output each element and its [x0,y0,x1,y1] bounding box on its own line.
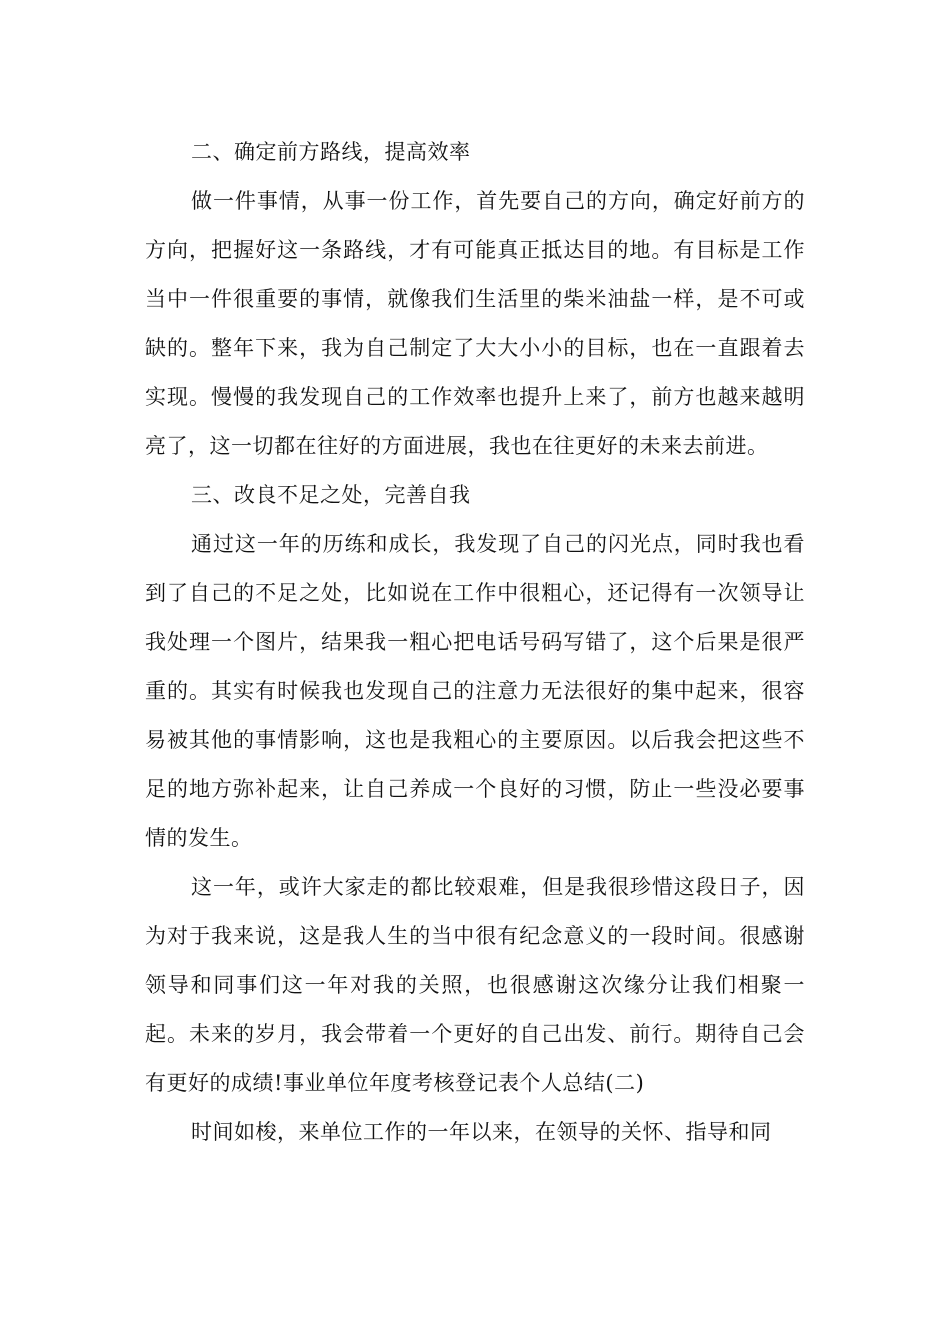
paragraph-improve: 通过这一年的历练和成长，我发现了自己的闪光点，同时我也看到了自己的不足之处，比如说在工作中很粗心，还记得有一次领导让我处理一个图片，结果我一粗心把电话号码写错了，这个后果是很严重的。其实有时候我也发现自己的注意力无法很好的集中起来，很容易被其他的事情影响，这也是我粗心的主要原因。以后我会把这些不足的地方弥补起来，让自己养成一个良好的习惯，防止一些没必要事情的发生。 [145,532,805,850]
paragraph-route: 做一件事情，从事一份工作，首先要自己的方向，确定好前方的方向，把握好这一条路线，才有可能真正抵达目的地。有目标是工作当中一件很重要的事情，就像我们生活里的柴米油盐一样，是不可或缺的。整年下来，我为自己制定了大大小小的目标，也在一直跟着去实现。慢慢的我发现自己的工作效率也提升上来了，前方也越来越明亮了，这一切都在往好的方面进展，我也在往更好的未来去前进。 [145,189,805,458]
section-heading-improve: 三、改良不足之处，完善自我 [191,483,471,507]
document-page [145,128,805,1157]
section-heading-route: 二、确定前方路线，提高效率 [191,140,471,164]
paragraph-time-flies: 时间如梭，来单位工作的一年以来，在领导的关怀、指导和同 [191,1120,772,1144]
paragraph-year-summary: 这一年，或许大家走的都比较艰难，但是我很珍惜这段日子，因为对于我来说，这是我人生的当中很有纪念意义的一段时间。很感谢领导和同事们这一年对我的关照，也很感谢这次缘分让我们相聚一起。未来的岁月，我会带着一个更好的自己出发、前行。期待自己会有更好的成绩!事业单位年度考核登记表个人总结(二) [145,875,805,1095]
